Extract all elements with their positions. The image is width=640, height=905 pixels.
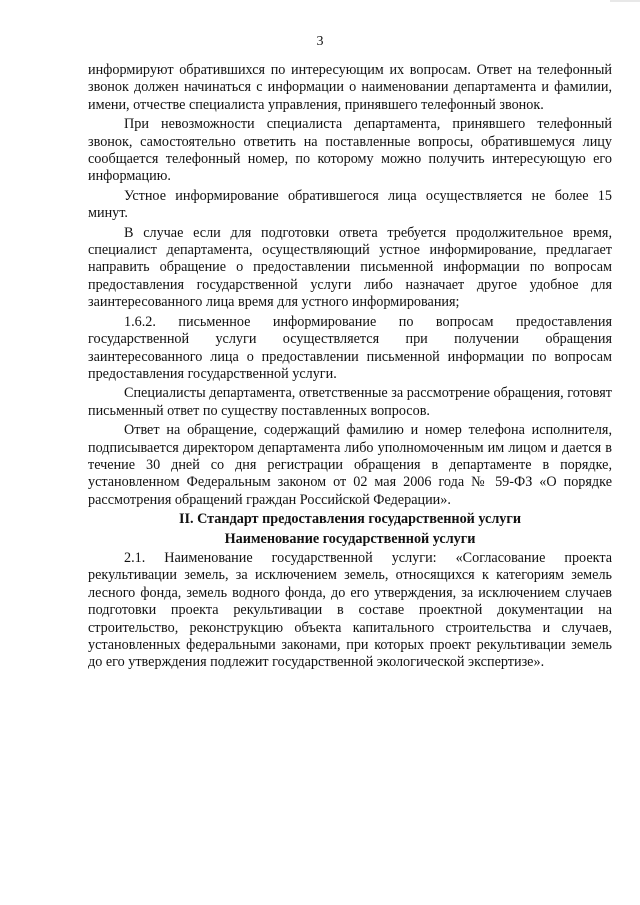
paragraph-written-info: 1.6.2. письменное информирование по вопросам предоставления государственной услуги осуществляется при получении обращения заинтересованного лица о предоставлении письменной информации по вопросам предоставления государственной услуги. — [88, 313, 612, 382]
section-heading: II. Стандарт предоставления государственной услуги — [178, 511, 522, 528]
paragraph-specialists: Специалисты департамента, ответственные за рассмотрение обращения, готовят письменный ответ по существу поставленных вопросов. — [88, 385, 612, 419]
page-number: 3 — [316, 34, 324, 49]
paragraph-long-answer: В случае если для подготовки ответа требуется продолжительное время, специалист департамента, осуществляющий устное информирование, предлагает направить обращение о предоставлении письменной информации по вопросам предоставления государственной услуги либо назначает другое удобное для заинтересованного лица время для устного информирования; — [88, 224, 612, 311]
scan-edge-mark — [610, 0, 640, 2]
paragraph-service-name: 2.1. Наименование государственной услуги: «Согласование проекта рекультивации земель, за исключением земель, относящихся к категориям земель лесного фонда, земель водного фонда, до его утверждения, за исключением случаев подготовки проекта рекультивации в составе проектной документации на строительство, реконструкцию объекта капитального строительства и случаев, установленных федеральными законами, при которых проект рекультивации земель до его утверждения подлежит государственной экологической экспертизе». — [88, 549, 612, 671]
paragraph-phone-answer: информируют обратившихся по интересующим их вопросам. Ответ на телефонный звонок должен начинаться с информации о наименовании департамента и фамилии, имени, отчестве специалиста управления, принявшего телефонный звонок. — [88, 62, 612, 113]
paragraph-oral-duration: Устное информирование обратившегося лица осуществляется не более 15 минут. — [88, 187, 612, 222]
paragraph-answer-signing: Ответ на обращение, содержащий фамилию и номер телефона исполнителя, подписывается директором департамента либо уполномоченным им лицом и дается в течение 30 дней со дня регистрации обращения в департаменте в порядке, установленном Федеральным законом от 02 мая 2006 года № 59-ФЗ «О порядке рассмотрения обращений граждан Российской Федерации». — [88, 422, 612, 508]
subsection-heading: Наименование государственной услуги — [224, 530, 476, 547]
paragraph-phone-redirect: При невозможности специалиста департамента, принявшего телефонный звонок, самостоятельно ответить на поставленные вопросы, обратившемуся лицу сообщается телефонный номер, по которому можно получить интересующую его информацию. — [88, 116, 612, 185]
document-body — [88, 62, 612, 674]
